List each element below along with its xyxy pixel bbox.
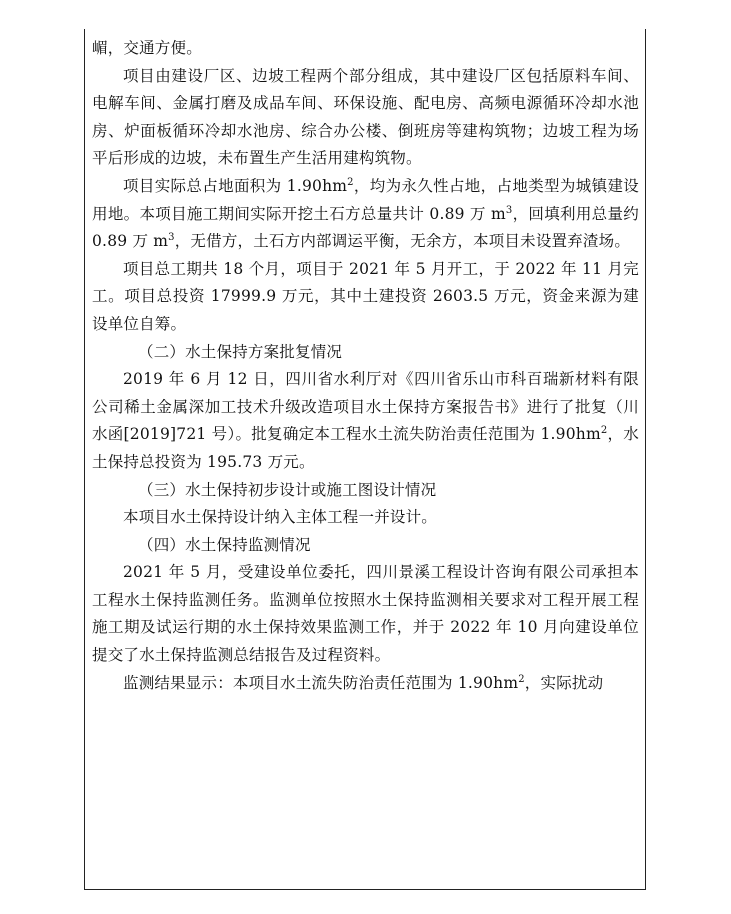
section-heading-monitoring: （四）水土保持监测情况 <box>138 535 311 554</box>
paragraph-plan-approval: 2019 年 6 月 12 日，四川省水利厅对《四川省乐山市科百瑞新材料有限公司稀土金属深加工技术升级改造项目水土保持方案报告书》进行了批复（川水函[2019]721 号）。批复确定本工程水土流失防治责任范围为 $1.90hm^2$，水土保持总投资为 195.73 万元。 <box>92 370 639 471</box>
paragraph-monitoring: 2021 年 5 月，受建设单位委托，四川景溪工程设计咨询有限公司承担本工程水土保持监测任务。监测单位按照水土保持监测相关要求对工程开展工程施工期及试运行期的水土保持效果监测工作，并于 2022 年 10 月向建设单位提交了水土保持监测总结报告及过程资料。 <box>92 563 639 665</box>
paragraph-location-end: 嵋，交通方便。 <box>92 39 202 57</box>
paragraph-schedule-investment: 项目总工期共 18 个月，项目于 2021 年 5 月开工，于 2022 年 11 月完工。项目总投资 17999.9 万元，其中土建投资 2603.5 万元，资金来源为建设单位自筹。 <box>92 259 639 333</box>
paragraph-land-area: 项目实际总占地面积为 $1.90hm^2$，均为永久性占地，占地类型为城镇建设用地。本项目施工期间实际开挖土石方总量共计 0.89 万 $m^3$，回填利用总量约 0.89 万 $m^3$，无借方，土石方内部调运平衡，无余方，本项目未设置弃渣场。 <box>92 176 639 251</box>
paragraph-project-composition: 项目由建设厂区、边坡工程两个部分组成，其中建设厂区包括原料车间、电解车间、金属打磨及成品车间、环保设施、配电房、高频电源循环冷却水池房、炉面板循环冷却水池房、综合办公楼、倒班房等建构筑物；边坡工程为场平后形成的边坡，未布置生产生活用建构筑物。 <box>92 66 639 168</box>
document-body <box>92 35 639 697</box>
section-heading-design: （三）水土保持初步设计或施工图设计情况 <box>138 480 437 499</box>
paragraph-monitoring-result: 监测结果显示：本项目水土流失防治责任范围为 $1.90hm^2$，实际扰动 <box>123 673 604 692</box>
paragraph-design: 本项目水土保持设计纳入主体工程一并设计。 <box>123 508 438 527</box>
section-heading-plan-approval: （二）水土保持方案批复情况 <box>138 342 343 361</box>
